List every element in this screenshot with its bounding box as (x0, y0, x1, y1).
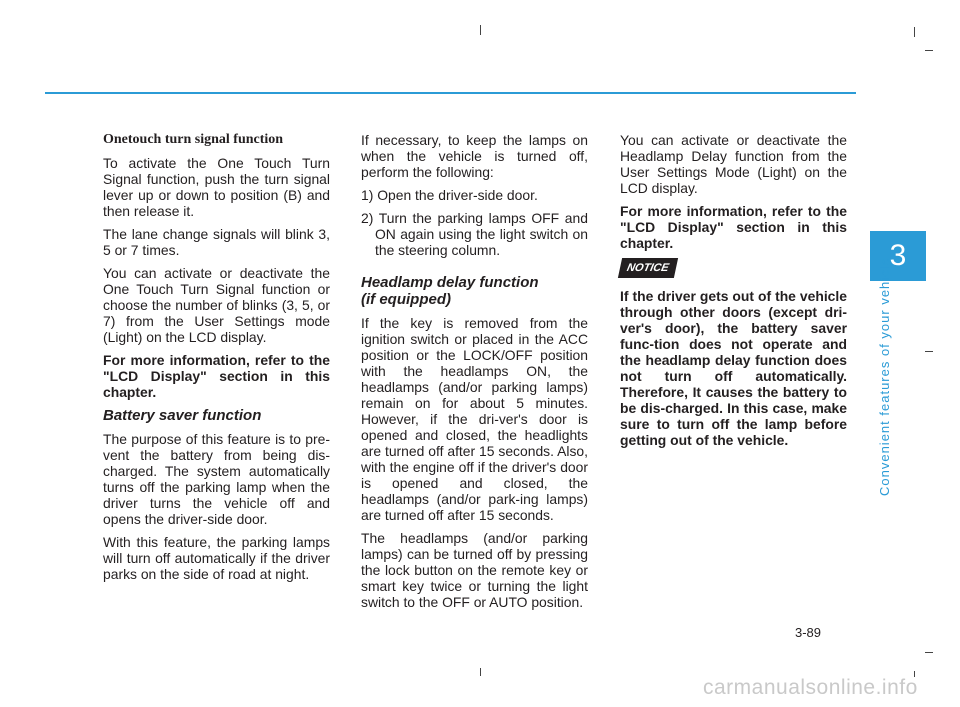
chapter-number-tab: 3 (870, 231, 926, 281)
header-rule (45, 92, 856, 94)
paragraph: With this feature, the parking lamps will turn off automatically if the driver parks on the side of road at night. (103, 534, 330, 582)
chapter-title-vertical: Convenient features of your vehicle (877, 257, 892, 496)
notice-text: If the driver gets out of the vehicle through other doors (except dri-ver's door), the battery saver func-tion does not operate and the headlamp delay function does not turn off automatically. Therefore, It causes the battery to be dis-charged. In this case, make sure to turn off the lamp before getting out of the vehicle. (620, 288, 847, 448)
paragraph: You can activate or deactivate the Headlamp Delay function from the User Settings Mode (Light) on the LCD display. (620, 132, 847, 196)
column-2 (361, 132, 588, 617)
crop-mark (925, 351, 933, 352)
paragraph: If the key is removed from the ignition switch or placed in the ACC position or the LOCK/OFF position with the headlamps ON, the headlamps (and/or parking lamps) remain on for about 5 minutes. However, if the dri-ver's door is opened and closed, the headlights are turned off after 15 seconds. Also, with the engine off if the driver's door is opened and closed, the headlamps (and/or park-ing lamps) are turned off after 15 seconds. (361, 315, 588, 523)
notice-badge: NOTICE (618, 258, 678, 278)
reference-note: For more information, refer to the "LCD Display" section in this chapter. (103, 352, 330, 400)
crop-mark (480, 668, 481, 676)
column-3 (620, 132, 847, 455)
paragraph: The purpose of this feature is to pre-vent the battery from being dis-charged. The system automatically turns off the parking lamp when the driver turns the vehicle off and opens the driver-side door. (103, 431, 330, 527)
paragraph: The lane change signals will blink 3, 5 or 7 times. (103, 226, 330, 258)
step-item: 1) Open the driver-side door. (361, 187, 538, 203)
reference-note: For more information, refer to the "LCD Display" section in this chapter. (620, 203, 847, 251)
paragraph: To activate the One Touch Turn Signal function, push the turn signal lever up or down to position (B) and then release it. (103, 155, 330, 219)
page-number: 3-89 (795, 625, 822, 640)
crop-mark (480, 25, 481, 35)
section-heading-subtitle: (if equipped) (361, 291, 451, 308)
crop-mark (925, 652, 933, 653)
step-item: 2) Turn the parking lamps OFF and ON again using the light switch on the steering column. (361, 210, 588, 258)
crop-mark (914, 27, 915, 37)
section-heading-battery-saver: Battery saver function (103, 407, 262, 424)
paragraph: The headlamps (and/or parking lamps) can be turned off by pressing the lock button on the remote key or smart key twice or turning the light switch to the OFF or AUTO position. (361, 530, 588, 610)
crop-mark (925, 50, 933, 51)
paragraph: If necessary, to keep the lamps on when the vehicle is turned off, perform the following: (361, 132, 588, 180)
paragraph: You can activate or deactivate the One Touch Turn Signal function or choose the number of blinks (3, 5, or 7) from the User Settings mode (Light) on the LCD display. (103, 265, 330, 345)
section-heading-headlamp-delay: Headlamp delay function (361, 274, 539, 291)
watermark: carmanualsonline.info (703, 676, 918, 699)
section-heading-onetouch: Onetouch turn signal function (103, 132, 284, 147)
column-1 (103, 132, 330, 589)
